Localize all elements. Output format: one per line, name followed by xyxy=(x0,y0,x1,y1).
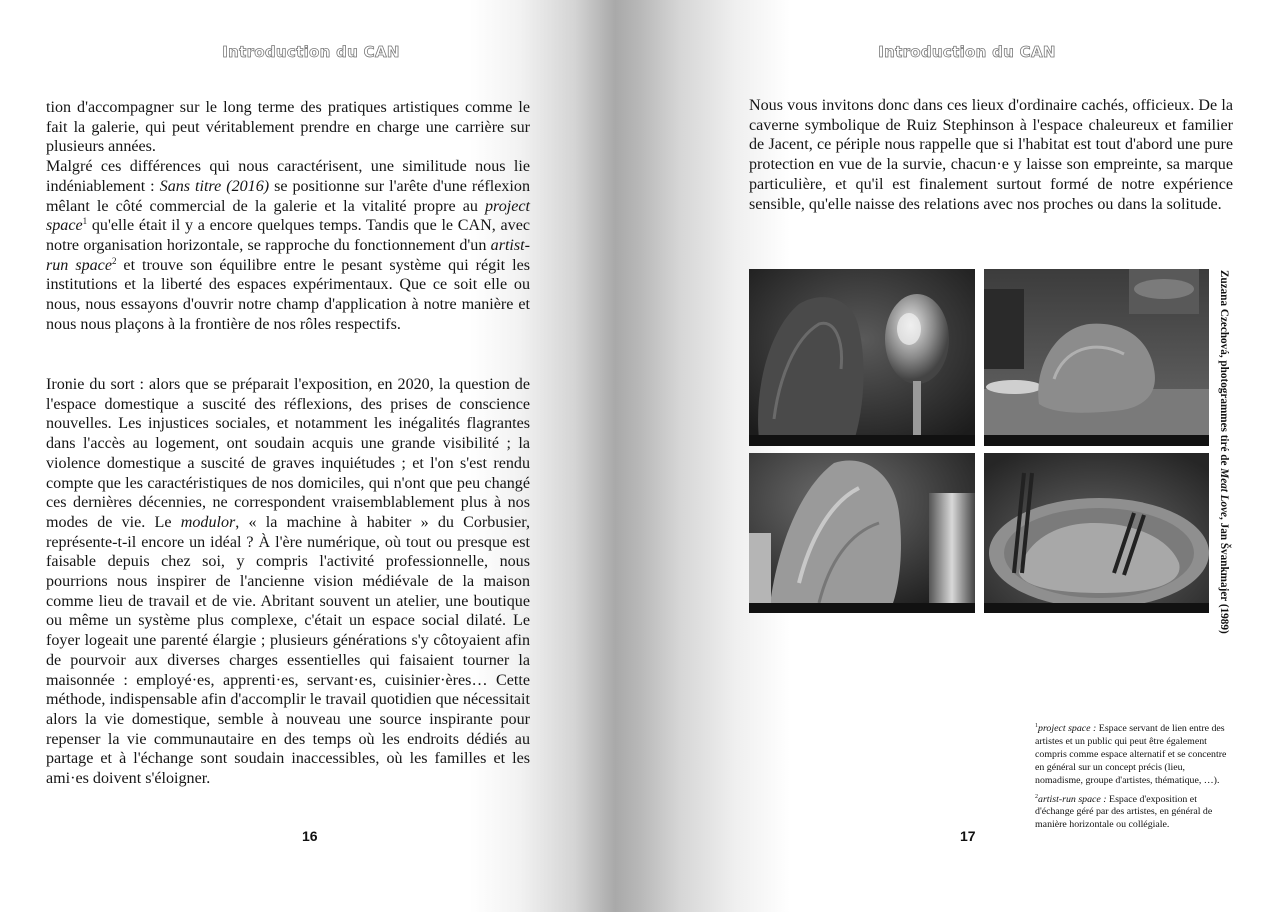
paragraph xyxy=(46,157,530,334)
text-run: et trouve son équilibre entre le pesant système qui régit les institutions et la liberté des espaces expérimentaux. Que ce soit elle ou nous, nous essayons d'ouvrir notre champ d'application à notre manière et nous nous plaçons à la frontière de nos rôles respectifs. xyxy=(46,256,530,333)
film-still-meat-spoon xyxy=(749,269,975,446)
text-run: se positionne sur l'arête d'une réflexion mêlant le côté commercial de la galerie et la vitalité propre au xyxy=(46,177,530,215)
body-text-left-bottom xyxy=(46,375,530,789)
paragraph xyxy=(46,98,530,157)
footnote-ref[interactable]: 2 xyxy=(111,255,117,266)
text-run: qu'elle était il y a encore quelques temps. Tandis que le CAN, avec notre organisation horizontale, se rapproche du fonctionnement d'un xyxy=(46,217,530,254)
footnotes xyxy=(1035,723,1235,838)
still-image xyxy=(984,269,1209,446)
italic-term: project space xyxy=(46,197,530,235)
footnote xyxy=(1035,794,1235,833)
text-run: Ironie du sort : alors que se préparait l'exposition, en 2020, la question de l'espace domestique a suscité des réflexions, des prises de conscience nouvelles. Les injustices sociales, et notamment les inégalités flagrantes dans l'accès au logement, ont soudain acquis une grande visibilité ; la violence domestique a suscité de graves inquiétudes ; et l'on s'est rendu compte que les caractéristiques de nos domiciles, qui n'ont que peu changé ces dernières décennies, ne correspondent vraisemblablement plus à nos modes de vie. Le xyxy=(46,376,530,531)
paragraph: Nous vous invitons donc dans ces lieux d'ordinaire cachés, officieux. De la caverne symbolique de Ruiz Stephinson à l'espace chaleureux et familier de Jacent, ce périple nous rappelle que si l'habitat est tout d'abord une pure protection en vue de la survie, chacun·e y laisse son empreinte, sa marque particulière, et qu'il est finalement surtout formé de notre expérience sensible, qu'elle naisse des relations avec nos proches ou dans la solitude. xyxy=(749,97,1233,213)
text-run: , Jan Švankmajer (1989) xyxy=(1218,517,1230,634)
film-still-meat-table xyxy=(984,269,1209,446)
running-head-left: Introduction du CAN xyxy=(222,43,400,61)
still-image xyxy=(749,269,975,446)
body-text-right xyxy=(749,96,1233,214)
footnote-number: 1 xyxy=(1035,723,1038,729)
film-still-meat-closeup xyxy=(749,453,975,613)
still-image xyxy=(984,453,1209,613)
italic-term: artist-run space xyxy=(46,236,530,274)
text-run: Zuzana Czechová, photogrammes tiré de xyxy=(1218,270,1230,469)
italic-title: Meat Love xyxy=(1218,468,1230,518)
page-number-right: 17 xyxy=(960,828,976,844)
text-run: , « la machine à habiter » du Corbusier, représente-t-il encore un idéal ? À l'ère numérique, où tout ou presque est faisable depuis chez soi, y compris l'activité professionnelle, nous pourrions nous inspirer de l'ancienne vision médiévale de la maison comme lieu de travail et de vie. Abritant souvent un atelier, une boutique ou même un système plus complexe, c'était un espace social dilaté. Le foyer logeait une parenté élargie ; plusieurs générations s'y côtoyaient afin de pourvoir aux diverses charges essentielles qui faisaient tourner la maisonnée : employé·es, apprenti·es, servant·es, cuisinier·ères… Cette méthode, indispensable afin d'accomplir le travail quotidien que nécessitait alors la vie domestique, semble à nouveau une source inspirante pour repenser la vie communautaire en des temps où les endroits dédiés au partage et à l'échange sont soudain inaccessibles, où les familles et les ami·es doivent s'éloigner. xyxy=(46,513,531,788)
footnote-term: project space : xyxy=(1038,723,1097,734)
page-number-left: 16 xyxy=(302,828,318,844)
still-image xyxy=(749,453,975,613)
footnote-ref[interactable]: 1 xyxy=(82,216,88,227)
text-run: tion d'accompagner sur le long terme des pratiques artistiques comme le fait la galerie, qui peut véritablement prendre en charge une carrière sur plusieurs années. xyxy=(46,99,530,156)
footnote-term: artist-run space : xyxy=(1038,793,1107,805)
footnote-text: Espace d'exposition et d'échange géré par des artistes, en général de manière horizontale ou collégiale. xyxy=(1035,793,1213,831)
footnote-number: 2 xyxy=(1035,793,1038,800)
photo-credit-caption xyxy=(1214,270,1234,634)
paragraph xyxy=(46,375,530,789)
text-run: Malgré ces différences qui nous caractérisent, une similitude nous lie indéniablement : xyxy=(46,158,530,195)
body-text-left-top xyxy=(46,98,530,334)
footnote xyxy=(1035,723,1235,788)
italic-title: Sans titre (2016) xyxy=(159,177,270,195)
running-head-right: Introduction du CAN xyxy=(878,43,1056,61)
film-still-meat-fork xyxy=(984,453,1209,613)
footnote-text: Espace servant de lien entre des artistes et un public qui peut être également compris comme espace alternatif et se concentre en général sur un concept précis (lieu, nomadisme, groupe d'artistes, thématique, …). xyxy=(1035,723,1227,786)
italic-term: modulor xyxy=(180,513,236,531)
